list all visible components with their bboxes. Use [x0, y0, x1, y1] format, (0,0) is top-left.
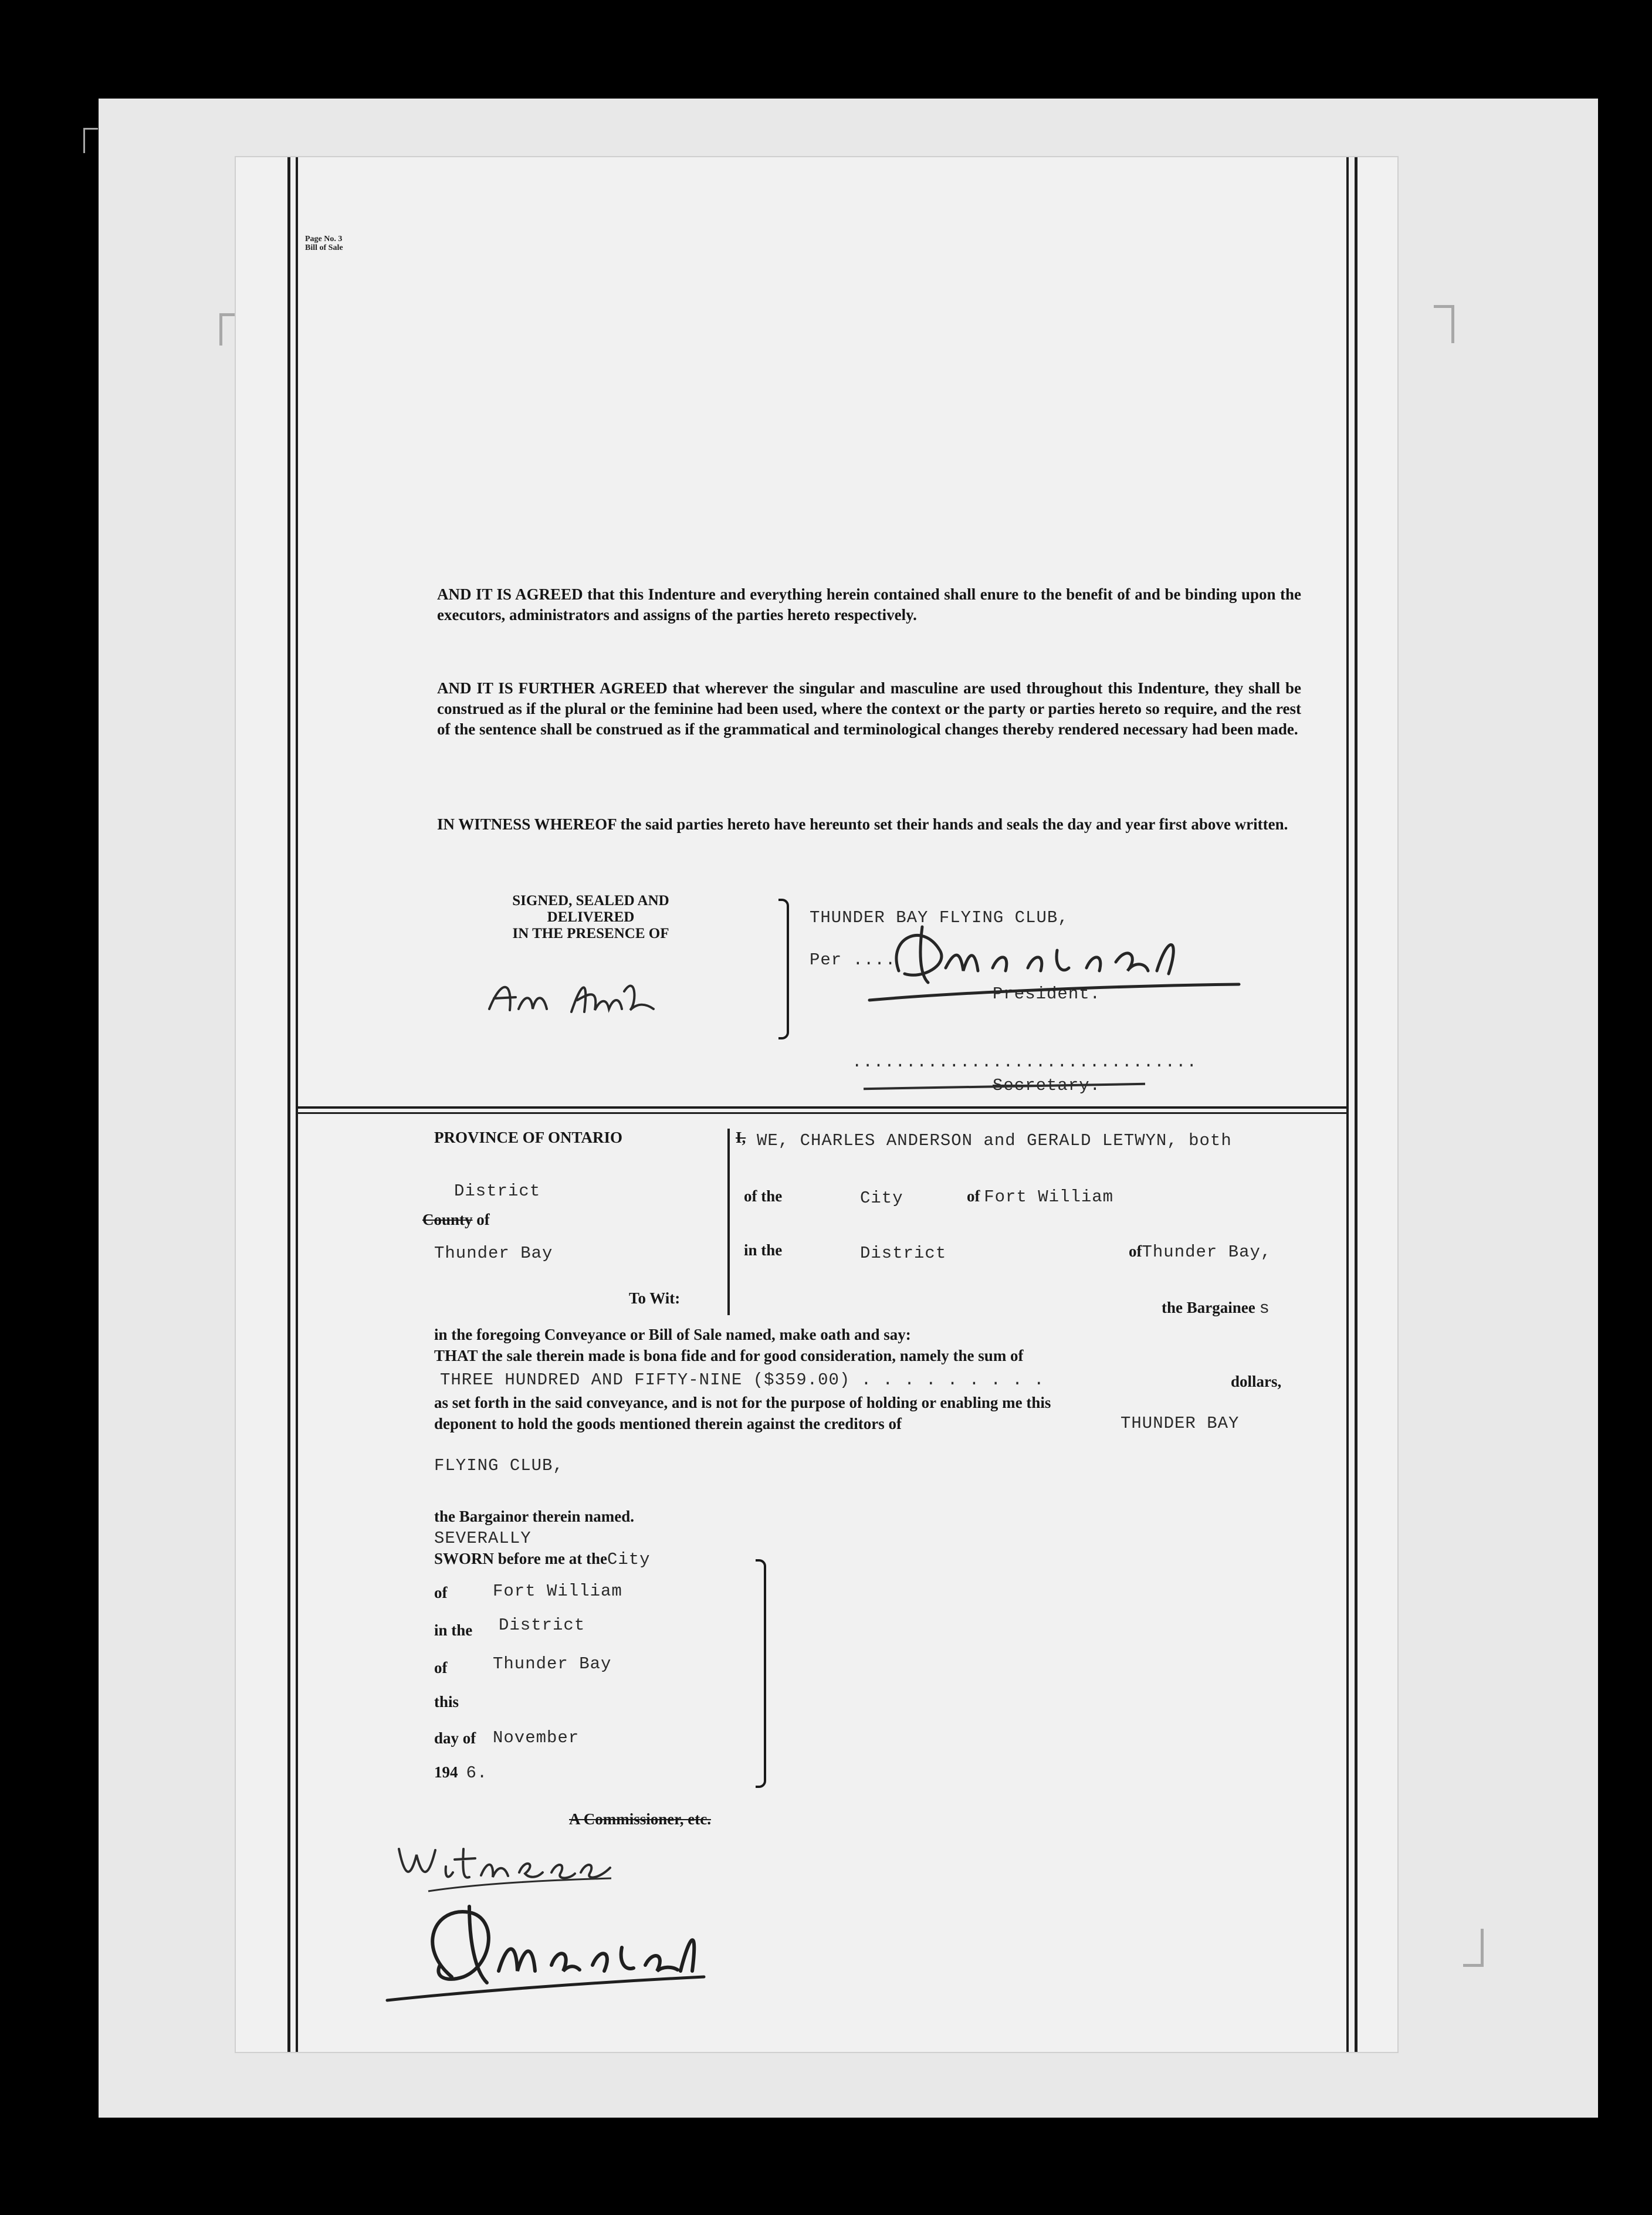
jurat-fort-william: Fort William — [493, 1581, 622, 1601]
president-signature-drawing — [852, 915, 1262, 1003]
witness-madore-signature — [381, 1889, 710, 2009]
of-fort-william: of Fort William — [967, 1187, 1114, 1207]
page-number-stamp: Page No. 3 Bill of Sale — [305, 235, 343, 252]
bill-of-sale-page — [236, 157, 1397, 2052]
i-struck: I, — [736, 1129, 746, 1146]
president-signature — [852, 915, 1262, 1006]
crop-mark — [83, 128, 98, 153]
jurat-november: November — [493, 1728, 580, 1747]
in-witness-paragraph: IN WITNESS WHEREOF the said parties hereto have hereunto set their hands and seals the day and year first above written. — [437, 815, 1288, 833]
margin-rule-right-inner — [1346, 157, 1349, 2052]
witness-note-drawing — [393, 1837, 616, 1896]
of-the-label: of the — [744, 1187, 783, 1205]
witness-signature — [483, 968, 695, 1029]
oath-line-2: THAT the sale therein made is bona fide and for good consideration, namely the sum of — [434, 1347, 1024, 1364]
margin-rule-left-inner — [296, 157, 298, 2052]
county-of-line: County of — [422, 1211, 490, 1228]
secretary-dots: ................................ — [852, 1052, 1197, 1072]
to-wit-label: To Wit: — [629, 1289, 681, 1307]
jurat-brace — [756, 1559, 766, 1788]
creditor-typed-2: FLYING CLUB, — [434, 1456, 564, 1475]
per-label: Per .... — [810, 950, 896, 970]
jurat-of-1: of — [434, 1584, 448, 1601]
agreement-paragraph: AND IT IS AGREED that this Indenture and everything herein contained shall enure to the benefit of and be binding upon the executors, administrators and assigns of the parties hereto respectively. — [437, 585, 1301, 624]
signed-sealed-heading: SIGNED, SEALED AND DELIVERED IN THE PRESENCE OF — [512, 893, 669, 941]
margin-rule-left-outer — [287, 157, 290, 2052]
sum-typed: THREE HUNDRED AND FIFTY-NINE ($359.00) . . . . . . . . . — [440, 1370, 1045, 1390]
jurat-of-2: of — [434, 1659, 448, 1677]
district-typed-2: District — [860, 1244, 947, 1263]
severally-typed: SEVERALLY — [434, 1529, 532, 1548]
jurat-district: District — [499, 1615, 585, 1635]
crop-mark — [1463, 1929, 1484, 1967]
signature-brace — [778, 899, 789, 1039]
city-typed: City — [860, 1188, 903, 1208]
commissioner-label-struck: A Commissioner, etc. — [569, 1810, 711, 1828]
the-bargainee: the Bargainee s — [1162, 1299, 1270, 1318]
sworn-line: SWORN before me at theCity — [434, 1550, 651, 1569]
section-separator-bottom — [298, 1112, 1346, 1114]
dollars-label: dollars, — [1231, 1373, 1282, 1390]
oath-line-3: as set forth in the said conveyance, and is not for the purpose of holding or enabling me this — [434, 1394, 1051, 1411]
witness-madore-signature-drawing — [381, 1889, 710, 2006]
jurat-day-of: day of — [434, 1729, 476, 1747]
witness-signature-drawing — [483, 968, 695, 1027]
creditor-typed: THUNDER BAY — [1120, 1414, 1240, 1433]
province-heading: PROVINCE OF ONTARIO — [434, 1129, 623, 1146]
of-thunder-bay: ofThunder Bay, — [1129, 1242, 1272, 1262]
crop-mark — [1434, 305, 1454, 343]
president-label: President. — [993, 984, 1101, 1004]
margin-rule-right-outer — [1355, 157, 1358, 2052]
oath-line-1: in the foregoing Conveyance or Bill of Sale named, make oath and say: — [434, 1326, 911, 1343]
district-typed: District — [454, 1181, 541, 1201]
oath-line-4: deponent to hold the goods mentioned therein against the creditors of — [434, 1415, 902, 1432]
deponents-typed: WE, CHARLES ANDERSON and GERALD LETWYN, both — [757, 1131, 1232, 1150]
jurat-year: 194 6. — [434, 1763, 488, 1783]
affidavit-brace-rule — [727, 1129, 730, 1315]
jurat-thunder-bay: Thunder Bay — [493, 1654, 612, 1674]
in-the-label: in the — [744, 1241, 783, 1259]
thunder-bay-typed: Thunder Bay — [434, 1244, 553, 1263]
club-name-typed: THUNDER BAY FLYING CLUB, — [810, 908, 1069, 927]
jurat-in-the: in the — [434, 1621, 473, 1639]
further-agreement-paragraph: AND IT IS FURTHER AGREED that wherever the singular and masculine are used throughout this Indenture, they shall be construed as if the plural or the feminine had been used, where the context or the party or parties hereto so require, and the rest of the sentence shall be construed as if the grammatical and terminological changes thereby rendered necessary had been made. — [437, 679, 1301, 738]
section-separator-top — [298, 1106, 1346, 1109]
jurat-this: this — [434, 1693, 459, 1711]
bargainor-line: the Bargainor therein named. — [434, 1508, 634, 1525]
